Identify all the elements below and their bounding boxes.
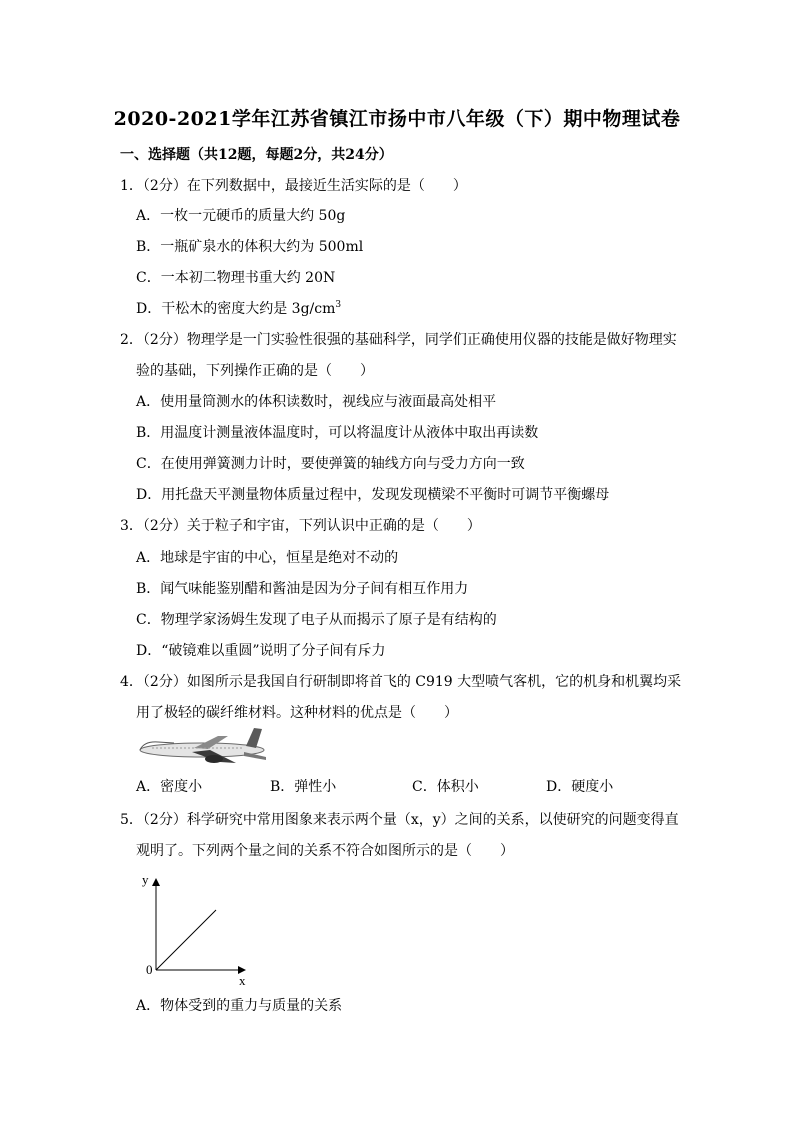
- question-4-stem-line-1: 4．（2分）如图所示是我国自行研制即将首飞的 C919 大型喷气客机，它的机身和机翼均采: [120, 674, 682, 690]
- question-5-stem-line-1: 5．（2分）科学研究中常用图象来表示两个量（x，y）之间的关系，以使研究的问题变得直: [120, 812, 679, 828]
- question-4-option-b: B．弹性小: [270, 779, 337, 795]
- x-axis-label: x: [239, 973, 246, 988]
- question-3-option-a: A．地球是宇宙的中心，恒星是绝对不动的: [136, 550, 399, 566]
- airplane-image: [134, 726, 274, 768]
- question-1-option-d-text: D．干松木的密度大约是 3g/cm: [136, 301, 336, 317]
- question-4-options: [136, 776, 696, 796]
- question-4-option-a: A．密度小: [136, 779, 203, 795]
- section-heading: 一、选择题（共12题，每题2分，共24分）: [120, 147, 393, 163]
- question-2-option-a: A．使用量筒测水的体积读数时，视线应与液面最高处相平: [136, 394, 497, 410]
- question-4-stem-line-2: 用了极轻的碳纤维材料。这种材料的优点是（ ）: [136, 705, 458, 721]
- y-axis-arrow: [152, 878, 160, 886]
- question-2-stem-line-1: 2．（2分）物理学是一门实验性很强的基础科学，同学们正确使用仪器的技能是做好物理实: [120, 332, 677, 348]
- question-3-option-b: B．闻气味能鉴别醋和酱油是因为分子间有相互作用力: [136, 581, 469, 597]
- exam-title: 2020-2021学年江苏省镇江市扬中市八年级（下）期中物理试卷: [113, 108, 681, 130]
- question-5-stem-line-2: 观明了。下列两个量之间的关系不符合如图所示的是（ ）: [136, 843, 514, 859]
- question-5-option-a: A．物体受到的重力与质量的关系: [136, 998, 343, 1014]
- unit-exponent: 3: [335, 300, 342, 310]
- question-1-stem: 1．（2分）在下列数据中，最接近生活实际的是（ ）: [120, 178, 467, 194]
- question-2-option-b: B．用温度计测量液体温度时，可以将温度计从液体中取出再读数: [136, 425, 539, 441]
- y-axis-label: y: [142, 872, 149, 887]
- question-1-option-b: B．一瓶矿泉水的体积大约为 500ml: [136, 239, 364, 255]
- question-4-option-c: C．体积小: [412, 779, 479, 795]
- origin-label: 0: [146, 962, 153, 977]
- question-4-option-d: D．硬度小: [546, 779, 614, 795]
- question-2-option-c: C．在使用弹簧测力计时，要使弹簧的轴线方向与受力方向一致: [136, 456, 525, 472]
- question-1-option-a: A．一枚一元硬币的质量大约 50g: [136, 208, 346, 224]
- question-2-option-d: D．用托盘天平测量物体质量过程中，发现发现横梁不平衡时可调节平衡螺母: [136, 487, 610, 503]
- question-3-stem: 3．（2分）关于粒子和宇宙，下列认识中正确的是（ ）: [120, 518, 481, 534]
- proportional-line: [156, 910, 216, 970]
- question-2-stem-line-2: 验的基础，下列操作正确的是（ ）: [136, 363, 374, 379]
- question-1-option-c: C．一本初二物理书重大约 20N: [136, 270, 336, 286]
- question-1-option-d: [136, 299, 341, 319]
- linear-graph: [136, 868, 256, 988]
- question-3-option-d: D．“破镜难以重圆”说明了分子间有斥力: [136, 643, 386, 659]
- question-3-option-c: C．物理学家汤姆生发现了电子从而揭示了原子是有结构的: [136, 612, 497, 628]
